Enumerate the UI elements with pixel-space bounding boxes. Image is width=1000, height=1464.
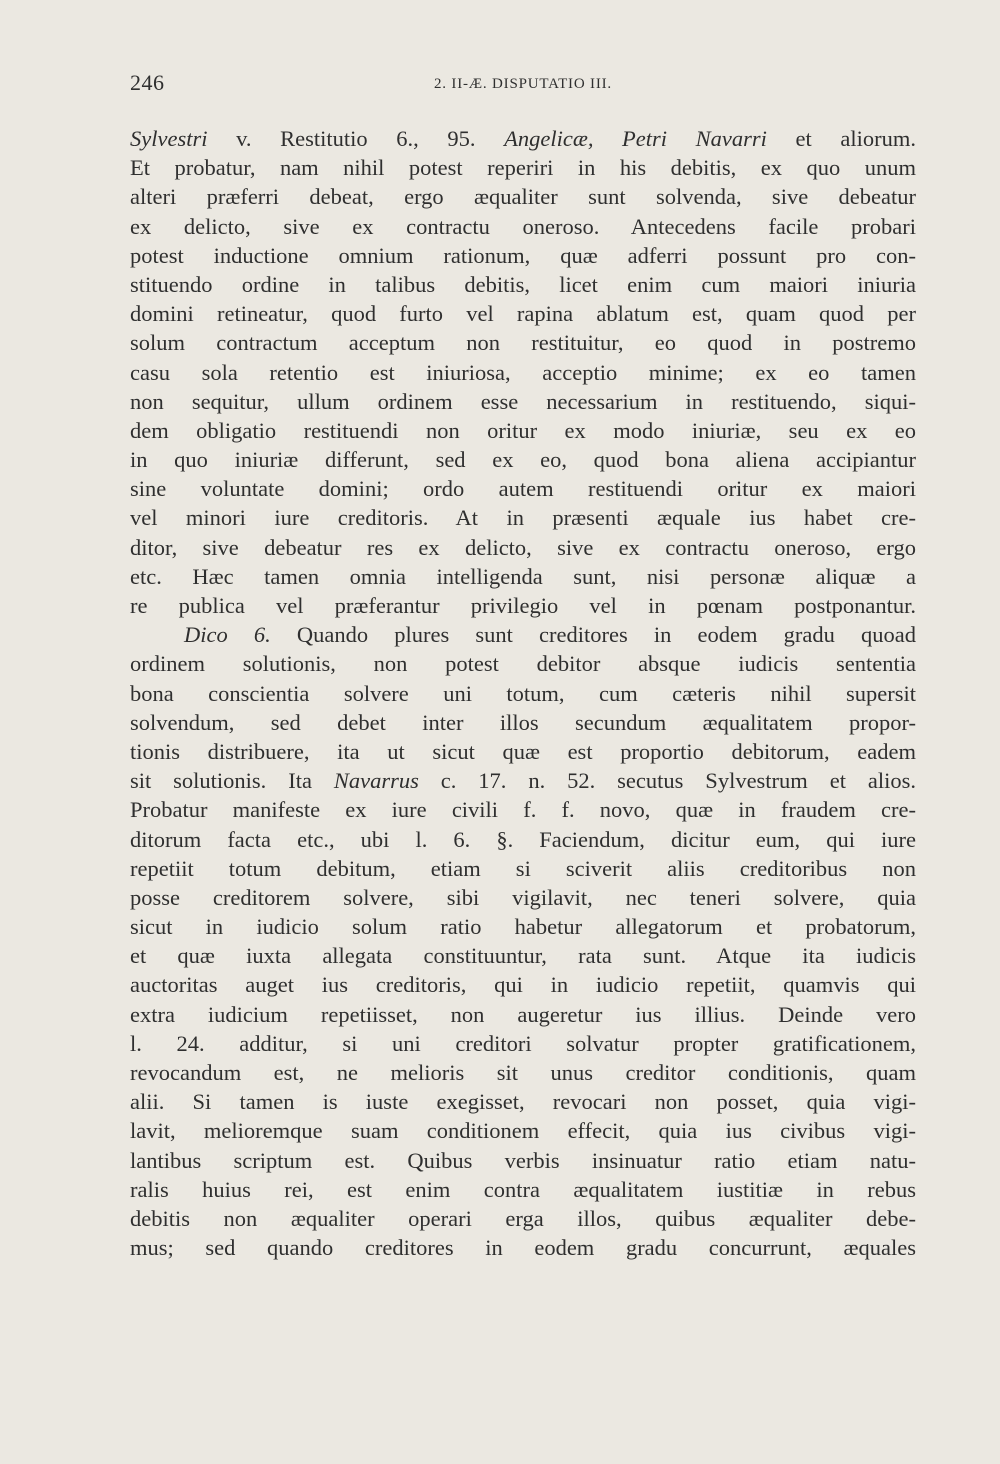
text-line xyxy=(130,620,916,649)
text-segment: bona conscientia solvere uni totum, cum cæteris nihil supersit xyxy=(130,680,916,706)
text-line xyxy=(130,182,916,211)
text-segment: debitis non æqualiter operari erga illos, quibus æqualiter debe- xyxy=(130,1205,916,1231)
text-segment: et aliorum. xyxy=(766,126,916,151)
text-line xyxy=(130,1204,916,1233)
text-segment: repetiit totum debitum, etiam si sciverit aliis creditoribus non xyxy=(130,855,916,881)
text-segment: etc. Hæc tamen omnia intelligenda sunt, nisi personæ aliquæ a xyxy=(130,563,916,589)
text-line xyxy=(130,1058,916,1087)
text-line xyxy=(130,1233,916,1262)
text-line xyxy=(130,416,916,445)
text-line xyxy=(130,1116,916,1145)
text-line xyxy=(130,358,916,387)
text-segment: re publica vel præferantur privilegio vel in pœnam postponantur. xyxy=(130,593,916,618)
text-segment: Probatur manifeste ex iure civili f. f. novo, quæ in fraudem cre- xyxy=(130,797,916,823)
text-segment: ex delicto, sive ex contractu oneroso. Antecedens facile probari xyxy=(130,213,916,239)
text-segment: vel minori iure creditoris. At in præsenti æquale ius habet cre- xyxy=(130,505,916,531)
text-segment: alteri præferri debeat, ergo æqualiter sunt solvenda, sive debeatur xyxy=(130,184,916,210)
italic-text-segment: Dico 6. xyxy=(184,622,271,648)
text-segment: sit solutionis. Ita xyxy=(130,768,334,794)
text-line xyxy=(130,562,916,591)
text-segment: potest inductione omnium rationum, quæ adferri possunt pro con- xyxy=(130,242,916,268)
text-segment: c. 17. n. 52. secutus Sylvestrum et alios. xyxy=(418,768,916,794)
text-line xyxy=(130,533,916,562)
text-line xyxy=(130,591,916,620)
text-line xyxy=(130,795,916,824)
text-segment: domini retineatur, quod furto vel rapina ablatum est, quam quod per xyxy=(130,301,916,327)
text-line xyxy=(130,1000,916,1029)
text-segment: sicut in iudicio solum ratio habetur allegatorum et probatorum, xyxy=(130,914,916,940)
italic-text-segment: Navarrus xyxy=(333,768,419,794)
text-segment: casu sola retentio est iniuriosa, acceptio minime; ex eo tamen xyxy=(130,359,916,385)
text-line xyxy=(130,474,916,503)
text-segment: sine voluntate domini; ordo autem restituendi oritur ex maiori xyxy=(130,476,916,502)
text-segment: ralis huius rei, est enim contra æqualitatem iustitiæ in rebus xyxy=(130,1176,916,1202)
text-line xyxy=(130,766,916,795)
text-segment: lavit, melioremque suam conditionem effecit, quia ius civibus vigi- xyxy=(130,1118,916,1144)
body-text xyxy=(130,124,916,1262)
text-line xyxy=(130,825,916,854)
text-segment: alii. Si tamen is iuste exegisset, revocari non posset, quia vigi- xyxy=(130,1089,916,1115)
text-segment: mus; sed quando creditores in eodem gradu concurrunt, æquales xyxy=(130,1235,916,1261)
text-line xyxy=(130,299,916,328)
text-line xyxy=(130,124,916,153)
text-segment: Quando plures sunt creditores in eodem gradu quoad xyxy=(270,622,917,648)
text-line xyxy=(130,737,916,766)
text-line xyxy=(130,679,916,708)
text-segment: solvendum, sed debet inter illos secundum æqualitatem propor- xyxy=(130,709,916,735)
text-line xyxy=(130,270,916,299)
text-segment: ditor, sive debeatur res ex delicto, sive ex contractu oneroso, ergo xyxy=(130,534,916,560)
text-segment: stituendo ordine in talibus debitis, licet enim cum maiori iniuria xyxy=(130,271,916,297)
page-header xyxy=(130,70,916,100)
text-line xyxy=(130,883,916,912)
text-segment: l. 24. additur, si uni creditori solvatur propter gratificationem, xyxy=(130,1030,916,1056)
text-line xyxy=(130,212,916,241)
text-line xyxy=(130,649,916,678)
text-line xyxy=(130,708,916,737)
text-line xyxy=(130,1087,916,1116)
italic-text-segment: Sylvestri xyxy=(130,126,208,151)
text-segment: et quæ iuxta allegata constituuntur, rata sunt. Atque ita iudicis xyxy=(130,943,916,969)
text-line xyxy=(130,1029,916,1058)
text-line xyxy=(130,1146,916,1175)
text-segment: Et probatur, nam nihil potest reperiri in his debitis, ex quo unum xyxy=(130,155,916,181)
text-line xyxy=(130,1175,916,1204)
text-segment: v. Restitutio 6., 95. xyxy=(207,126,505,151)
text-segment: ditorum facta etc., ubi l. 6. §. Faciendum, dicitur eum, qui iure xyxy=(130,826,916,852)
text-line xyxy=(130,328,916,357)
text-segment: posse creditorem solvere, sibi vigilavit, nec teneri solvere, quia xyxy=(130,884,916,910)
page-number: 246 xyxy=(130,70,165,95)
text-line xyxy=(130,153,916,182)
italic-text-segment: Angelicæ, Petri Navarri xyxy=(504,126,767,151)
text-segment: in quo iniuriæ differunt, sed ex eo, quod bona aliena accipiantur xyxy=(130,447,916,473)
text-segment: lantibus scriptum est. Quibus verbis insinuatur ratio etiam natu- xyxy=(130,1147,916,1173)
text-line xyxy=(130,912,916,941)
text-segment: tionis distribuere, ita ut sicut quæ est proportio debitorum, eadem xyxy=(130,738,916,764)
running-head: 2. II-Æ. DISPUTATIO III. xyxy=(434,76,612,92)
text-line xyxy=(130,503,916,532)
text-line xyxy=(130,387,916,416)
text-segment: ordinem solutionis, non potest debitor absque iudicis sententia xyxy=(130,651,916,677)
text-line xyxy=(130,445,916,474)
text-line xyxy=(130,970,916,999)
text-segment: non sequitur, ullum ordinem esse necessarium in restituendo, siqui- xyxy=(130,388,916,414)
text-segment: dem obligatio restituendi non oritur ex modo iniuriæ, seu ex eo xyxy=(130,417,916,443)
text-line xyxy=(130,241,916,270)
text-segment: solum contractum acceptum non restituitur, eo quod in postremo xyxy=(130,330,916,356)
text-line xyxy=(130,854,916,883)
text-line xyxy=(130,941,916,970)
text-segment: extra iudicium repetiisset, non augeretur ius illius. Deinde vero xyxy=(130,1001,916,1027)
text-segment: revocandum est, ne melioris sit unus creditor conditionis, quam xyxy=(130,1060,916,1085)
text-segment: auctoritas auget ius creditoris, qui in iudicio repetiit, quamvis qui xyxy=(130,972,916,998)
